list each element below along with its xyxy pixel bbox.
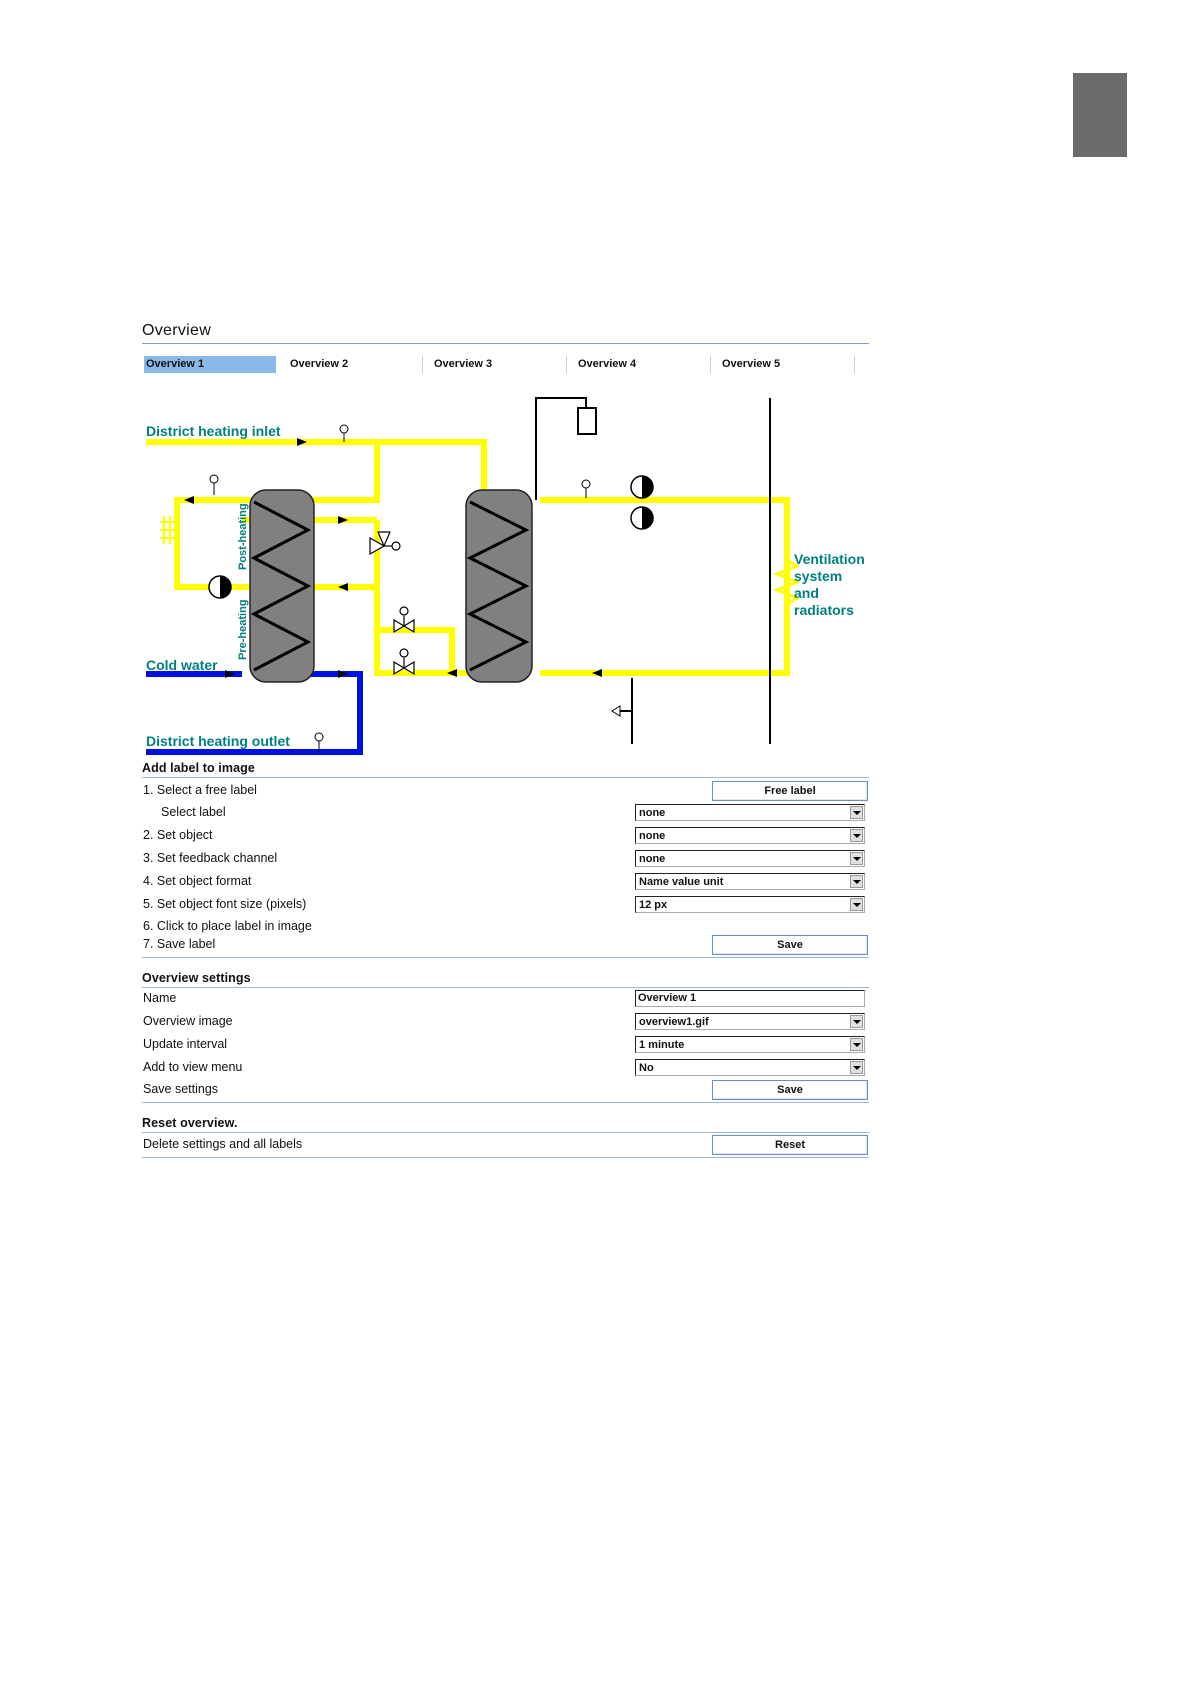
label-radiators: radiators — [794, 602, 854, 618]
delete-settings-label: Delete settings and all labels — [143, 1137, 303, 1151]
tab-overview-5[interactable]: Overview 5 — [722, 358, 781, 370]
sensor-diamond — [612, 706, 620, 716]
feedback-channel-value: none — [639, 853, 666, 865]
pre-post-heating-exchanger — [250, 490, 314, 682]
tab-separator — [566, 356, 567, 374]
chevron-down-icon[interactable] — [850, 898, 863, 911]
tab-separator — [710, 356, 711, 374]
step-set-object-format: 4. Set object format — [143, 874, 252, 888]
title-divider — [142, 343, 869, 344]
set-object-dropdown[interactable] — [635, 827, 865, 844]
heating-system-diagram[interactable] — [142, 380, 869, 760]
reset-overview-title: Reset overview. — [142, 1116, 238, 1130]
font-size-dropdown[interactable] — [635, 896, 865, 913]
chevron-down-icon[interactable] — [850, 829, 863, 842]
select-label-value: none — [639, 807, 666, 819]
overview-name-field[interactable]: Overview 1 — [635, 990, 865, 1007]
section-divider — [142, 777, 869, 778]
label-system: system — [794, 568, 843, 584]
chevron-down-icon[interactable] — [850, 1015, 863, 1028]
object-format-value: Name value unit — [639, 876, 724, 888]
section-divider — [142, 1157, 869, 1158]
set-object-value: none — [639, 830, 666, 842]
tab-overview-1[interactable]: Overview 1 — [144, 356, 276, 373]
overview-image-label: Overview image — [143, 1014, 233, 1028]
step-set-object: 2. Set object — [143, 828, 213, 842]
add-to-view-menu-dropdown[interactable] — [635, 1059, 865, 1076]
label-ventilation: Ventilation — [794, 551, 865, 567]
step-select-free-label: 1. Select a free label — [143, 783, 257, 797]
step-set-font-size: 5. Set object font size (pixels) — [143, 897, 307, 911]
tap-outlets — [160, 516, 180, 544]
save-label-button[interactable]: Save — [712, 935, 868, 955]
tab-overview-3[interactable]: Overview 3 — [434, 358, 493, 370]
free-label-button[interactable]: Free label — [712, 781, 868, 801]
label-district-heating-inlet: District heating inlet — [146, 423, 281, 439]
chevron-down-icon[interactable] — [850, 1061, 863, 1074]
font-size-value: 12 px — [639, 899, 668, 911]
label-cold-water: Cold water — [146, 657, 218, 673]
page-title: Overview — [142, 322, 212, 339]
name-label: Name — [143, 991, 177, 1005]
update-interval-label: Update interval — [143, 1037, 228, 1051]
step-save-label: 7. Save label — [143, 937, 216, 951]
save-settings-label: Save settings — [143, 1082, 219, 1096]
update-interval-value: 1 minute — [639, 1039, 685, 1051]
reset-button[interactable]: Reset — [712, 1135, 868, 1155]
label-district-heating-outlet: District heating outlet — [146, 733, 290, 749]
add-to-view-menu-value: No — [639, 1062, 654, 1074]
overview-settings-title: Overview settings — [142, 971, 251, 985]
step-place-label: 6. Click to place label in image — [143, 919, 312, 933]
side-tab-marker — [1073, 73, 1127, 157]
step-set-feedback-channel: 3. Set feedback channel — [143, 851, 278, 865]
chevron-down-icon[interactable] — [850, 875, 863, 888]
section-divider — [142, 987, 869, 988]
add-label-title: Add label to image — [142, 761, 255, 775]
tab-separator — [854, 356, 855, 374]
chevron-down-icon[interactable] — [850, 806, 863, 819]
section-divider — [142, 1132, 869, 1133]
tab-separator — [422, 356, 423, 374]
label-pre-heating: Pre-heating — [237, 599, 249, 660]
feedback-channel-dropdown[interactable] — [635, 850, 865, 867]
tab-overview-4[interactable]: Overview 4 — [578, 358, 637, 370]
section-divider — [142, 1102, 869, 1103]
overview-image-value: overview1.gif — [639, 1016, 709, 1028]
object-format-dropdown[interactable] — [635, 873, 865, 890]
signal-lines — [536, 398, 770, 744]
overview-tabs — [142, 356, 869, 374]
label-post-heating: Post-heating — [237, 503, 249, 570]
add-to-view-menu-label: Add to view menu — [143, 1060, 243, 1074]
section-divider — [142, 957, 869, 958]
tab-overview-2[interactable]: Overview 2 — [290, 358, 349, 370]
heating-exchanger — [466, 490, 532, 682]
overview-image-dropdown[interactable] — [635, 1013, 865, 1030]
chevron-down-icon[interactable] — [850, 1038, 863, 1051]
update-interval-dropdown[interactable] — [635, 1036, 865, 1053]
chevron-down-icon[interactable] — [850, 852, 863, 865]
controller-box — [578, 408, 596, 434]
save-settings-button[interactable]: Save — [712, 1080, 868, 1100]
label-and: and — [794, 585, 819, 601]
select-label-text: Select label — [161, 805, 226, 819]
select-label-dropdown[interactable] — [635, 804, 865, 821]
